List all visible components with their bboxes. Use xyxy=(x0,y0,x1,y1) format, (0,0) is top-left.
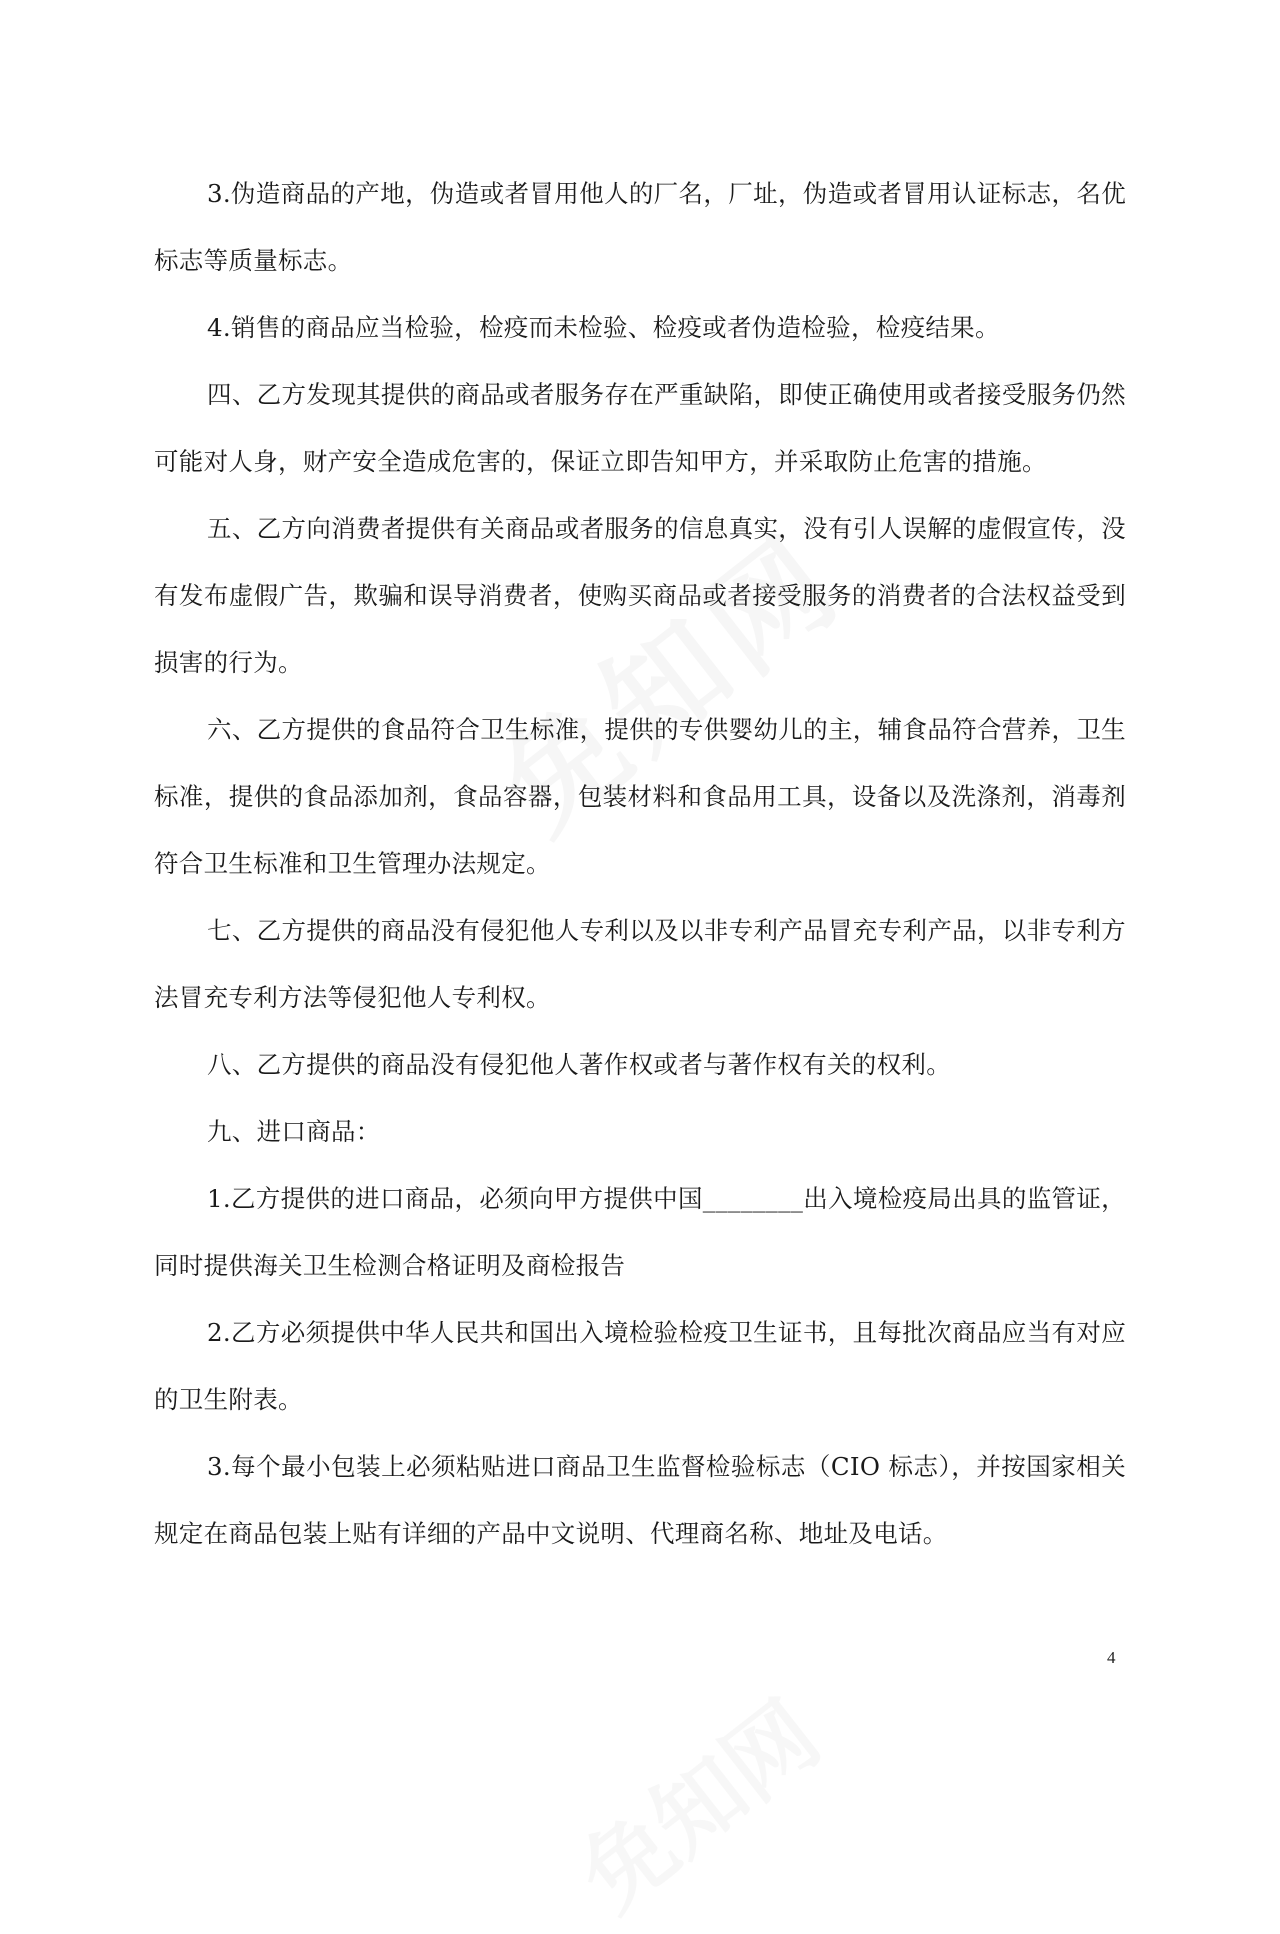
paragraph-import-item-1: 1.乙方提供的进口商品，必须向甲方提供中国________出入境检疫局出具的监管证，同时提供海关卫生检测合格证明及商检报告 xyxy=(154,1184,1126,1280)
paragraph-import-item-2: 2.乙方必须提供中华人民共和国出入境检验检疫卫生证书，且每批次商品应当有对应的卫生附表。 xyxy=(154,1318,1126,1414)
paragraph-item-3-counterfeit-origin: 3.伪造商品的产地，伪造或者冒用他人的厂名，厂址，伪造或者冒用认证标志，名优标志等质量标志。 xyxy=(154,179,1126,275)
paragraph-item-4-inspection: 4.销售的商品应当检验，检疫而未检验、检疫或者伪造检验，检疫结果。 xyxy=(207,313,1000,342)
paragraph-clause-6-food-hygiene: 六、乙方提供的食品符合卫生标准，提供的专供婴幼儿的主，辅食品符合营养，卫生标准，提供的食品添加剂，食品容器，包装材料和食品用工具，设备以及洗涤剂，消毒剂符合卫生标准和卫生管理办法规定。 xyxy=(154,715,1126,878)
paragraph-clause-8-copyright: 八、乙方提供的商品没有侵犯他人著作权或者与著作权有关的权利。 xyxy=(207,1050,951,1079)
watermark-bottom xyxy=(549,1666,842,1934)
paragraph-clause-9-imports-heading: 九、进口商品： xyxy=(207,1117,381,1146)
paragraph-clause-4-defects: 四、乙方发现其提供的商品或者服务存在严重缺陷，即使正确使用或者接受服务仍然可能对人身，财产安全造成危害的，保证立即告知甲方，并采取防止危害的措施。 xyxy=(154,380,1126,476)
paragraph-clause-5-advertising: 五、乙方向消费者提供有关商品或者服务的信息真实，没有引人误解的虚假宣传，没有发布虚假广告，欺骗和误导消费者，使购买商品或者接受服务的消费者的合法权益受到损害的行为。 xyxy=(154,514,1126,677)
paragraph-import-item-3: 3.每个最小包装上必须粘贴进口商品卫生监督检验标志（CIO 标志），并按国家相关规定在商品包装上贴有详细的产品中文说明、代理商名称、地址及电话。 xyxy=(154,1452,1126,1548)
document-body xyxy=(154,160,1126,1567)
paragraph-clause-7-patents: 七、乙方提供的商品没有侵犯他人专利以及以非专利产品冒充专利产品，以非专利方法冒充专利方法等侵犯他人专利权。 xyxy=(154,916,1126,1012)
page-number: 4 xyxy=(1107,1648,1116,1667)
